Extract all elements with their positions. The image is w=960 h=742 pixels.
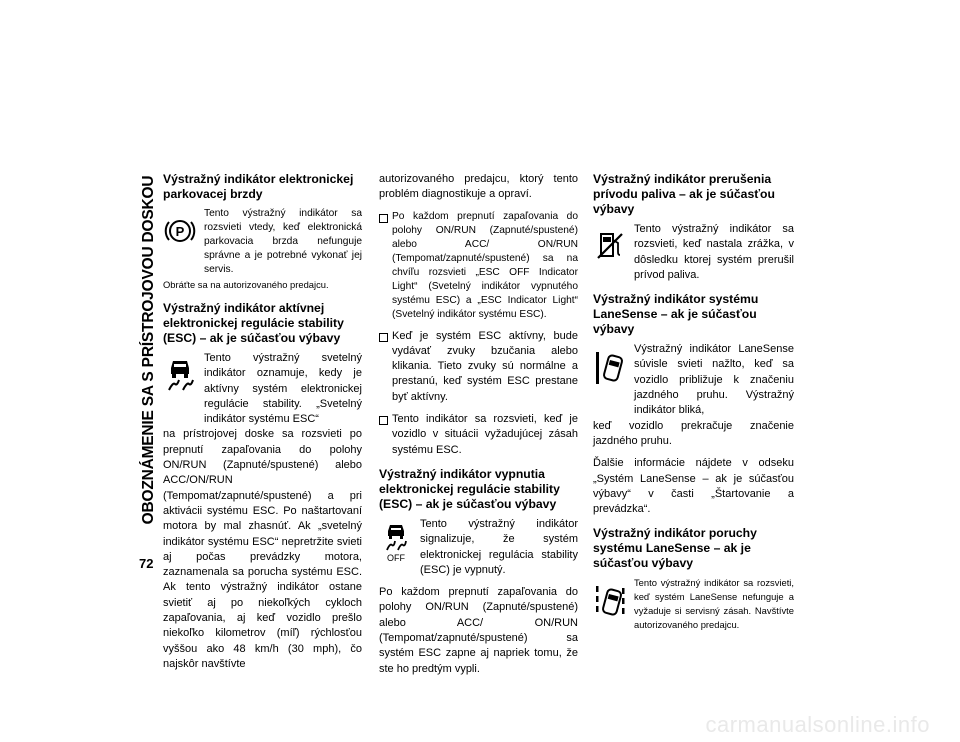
lanesense-text-2: keď vozidlo prekračuje značenie jazdného pruhu. <box>593 419 794 447</box>
heading-parking-brake: Výstražný indikátor elektronickej parkovacej brzdy <box>163 172 354 201</box>
esc-active-text-2: na prístrojovej doske sa rozsvieti po prepnutí zapaľovania do polohy ON/RUN (Zapnuté/spustené) alebo ACC/ON/RUN (Tempomat/zapnuté/spustené) a pri aktivácii systému ESC. Po naštartovaní motora by mal zhasnúť. Ak „svetelný indikátor systému ESC“ nepretržite svieti aj počas prevádzky motora, zaznamenala sa porucha systému ESC. Ak tento výstražný indikátor ostane svietiť aj po niekoľkých cykloch zapaľovania, aj keď vozidlo prešlo niekoľko kilometrov (míľ) rýchlosťou vyššou ako 48 km/h (30 mph), čo najskôr navštívte <box>163 428 362 670</box>
lanesense-text: Výstražný indikátor LaneSense súvisle svieti nažlto, keď sa vozidlo približuje k značeniu jazdného pruhu. Výstražný indikátor bliká, <box>634 343 794 417</box>
bullet-box-icon <box>379 214 388 223</box>
bullet-box-icon <box>379 333 388 342</box>
bullet-item <box>379 412 578 458</box>
heading-lanesense: Výstražný indikátor systému LaneSense – ak je súčasťou výbavy <box>593 292 759 337</box>
parking-brake-text-2: Obráťte sa na autorizovaného predajcu. <box>163 279 329 290</box>
bullet-box-icon <box>379 416 388 425</box>
page-number: 72 <box>139 556 154 571</box>
continued-text: autorizovaného predajcu, ktorý tento problém diagnostikuje a opraví. <box>379 173 578 201</box>
fuel-cutoff-text: Tento výstražný indikátor sa rozsvieti, keď nastala zrážka, v dôsledku ktorej systém prerušil prívod paliva. <box>634 223 794 281</box>
esc-off-text: Tento výstražný indikátor signalizuje, že systém elektronickej regulácia stability (ESC) je vypnutý. <box>420 517 578 576</box>
column-3 <box>593 172 794 639</box>
esc-active-text: Tento výstražný svetelný indikátor oznamuje, kedy je aktívny systém elektronickej regulácie stability. „Svetelný indikátor systému ESC“ <box>204 352 362 426</box>
esc-skid-icon <box>163 357 201 391</box>
bullet-item <box>379 210 578 322</box>
lanesense-fault-text: Tento výstražný indikátor sa rozsvieti, keď systém LaneSense nefunguje a vyžaduje si servisný zásah. Navštívte autorizovaného predajcu. <box>634 577 794 631</box>
watermark: carmanualsonline.info <box>705 712 930 737</box>
parking-brake-block <box>163 207 362 277</box>
bullet-text: Tento indikátor sa rozsvieti, keď je vozidlo v situácii vyžadujúcej zásah systému ESC. <box>392 413 578 456</box>
fuel-cutoff-icon <box>593 228 631 262</box>
lanesense-more-info: Ďalšie informácie nájdete v odseku „Systém LaneSense – ak je súčasťou výbavy“ v časti „Štartovanie a prevádzka“. <box>593 457 794 516</box>
lanesense-fault-block <box>593 576 794 632</box>
lanesense-block <box>593 342 794 418</box>
bullet-text: Keď je systém ESC aktívny, bude vydávať zvuky bzučania alebo klikania. Tieto zvuky sú normálne a prestanú, keď systém ESC prestane byť aktívny. <box>392 329 578 403</box>
lanesense-icon <box>593 348 631 382</box>
heading-lanesense-fault: Výstražný indikátor poruchy systému LaneSense – ak je súčasťou výbavy <box>593 526 757 571</box>
esc-off-icon <box>379 523 417 563</box>
svg-text:P: P <box>175 224 185 239</box>
side-chapter-title-text: OBOZNÁMENIE SA S PRÍSTROJOVOU DOSKOU <box>140 175 157 525</box>
lanesense-fault-icon <box>593 582 631 616</box>
parking-brake-text: Tento výstražný indikátor sa rozsvieti vtedy, keď elektronická parkovacia brzda nefunguje správne a je potrebné vykonať jej servis. <box>204 208 362 275</box>
bullet-item <box>379 329 578 405</box>
column-1 <box>163 172 362 679</box>
heading-esc-off: Výstražný indikátor vypnutia elektronickej regulácie stability (ESC) – ak je súčasťou výbavy <box>379 466 560 511</box>
fuel-cutoff-block <box>593 222 794 283</box>
parking-brake-icon <box>163 213 201 247</box>
esc-off-icon-label: OFF <box>387 552 405 563</box>
esc-off-text-2: Po každom prepnutí zapaľovania do polohy ON/RUN (Zapnuté/spustené) alebo ACC/ ON/RUN (Tempomat/zapnuté/spustené) sa systém ESC zapne aj napriek tomu, že ste ho predtým vypli. <box>379 586 578 675</box>
side-chapter-title <box>136 150 162 550</box>
bullet-text: Po každom prepnutí zapaľovania do polohy ON/RUN (Zapnuté/spustené) alebo ACC/ ON/RUN (Tempomat/zapnuté/spustené) sa na chvíľu rozsvieti „ESC OFF Indicator Light“ (Svetelný indikátor vypnutého systému ESC) a „ESC Indicator Light“ (Svetelný indikátor systému ESC). <box>392 210 578 320</box>
esc-active-block <box>163 351 362 427</box>
heading-fuel-cutoff: Výstražný indikátor prerušenia prívodu paliva – ak je súčasťou výbavy <box>593 172 775 216</box>
esc-off-block <box>379 517 578 578</box>
heading-esc-active: Výstražný indikátor aktívnej elektronickej regulácie stability (ESC) – ak je súčasťou výbavy <box>163 301 344 345</box>
column-2 <box>379 172 578 684</box>
